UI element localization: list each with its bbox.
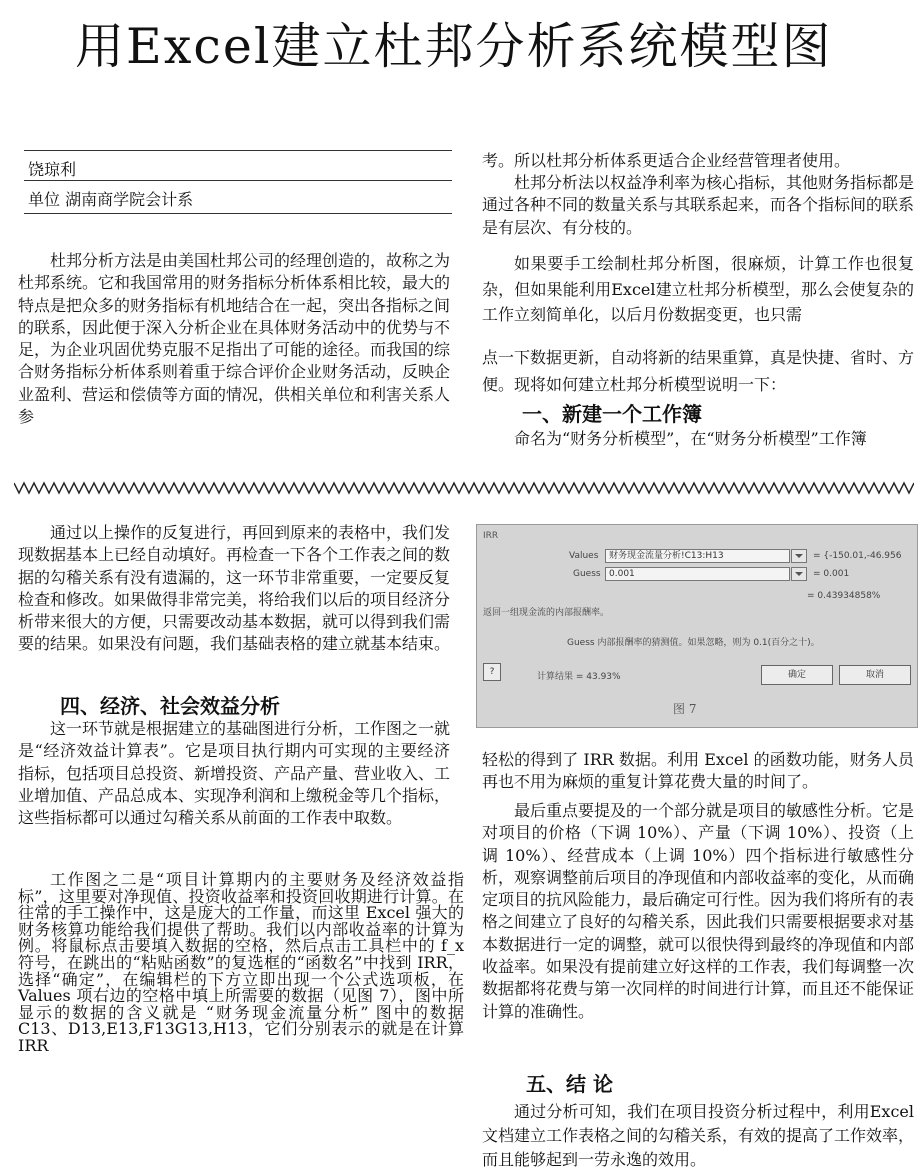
formula-result: = 0.43934858% <box>807 591 881 601</box>
bottom-left-para-2: 这一环节就是根据建立的基础图进行分析，工作图之一就是“经济效益计算表”。它是项目执行期内可实现的主要经济指标，包括项目总投资、新增投资、产品产量、营业收入、工业增加值、产品总成本、实现净利润和上缴税金等几个指标，这些指标都可以通过勾稽关系从前面的工作表中取数。 <box>18 719 451 828</box>
zigzag-divider <box>14 481 914 495</box>
right-para-1: 杜邦分析法以权益净利率为核心指标，其他财务指标都是通过各种不同的数量关系与其联系起来，而各个指标间的联系是有层次、有分枝的。 <box>482 173 915 237</box>
right-para-2: 如果要手工绘制杜邦分析图，很麻烦，计算工作也很复杂，但如果能利用Excel建立杜邦分析模型，那么会使复杂的工作立刻简单化，以后月份数据变更，也只需 <box>482 254 914 324</box>
author-name: 饶琼利 <box>28 160 77 179</box>
guess-range-picker-icon[interactable] <box>791 567 807 581</box>
figure-caption: 图 7 <box>673 702 697 716</box>
ok-button[interactable]: 确定 <box>761 665 833 685</box>
article-title: 用Excel建立杜邦分析系统模型图 <box>75 18 833 75</box>
values-range-picker-icon[interactable] <box>791 549 807 563</box>
guess-result: = 0.001 <box>813 569 850 579</box>
figure-7-irr-dialog <box>476 524 918 728</box>
author-rule-top <box>24 150 452 151</box>
cancel-button[interactable]: 取消 <box>839 665 911 685</box>
right-para-4: 命名为“财务分析模型”，在“财务分析模型”工作簿 <box>514 429 867 448</box>
bottom-right-para-1: 轻松的得到了 IRR 数据。利用 Excel 的函数功能，财务人员再也不用为麻烦的重复计算花费大量的时间了。 <box>482 750 914 792</box>
author-rule-middle <box>24 180 452 181</box>
bottom-left-para-1: 通过以上操作的反复进行，再回到原来的表格中，我们发现数据基本上已经自动填好。再检查一下各个工作表之间的数据的勾稽关系有没有遗漏的，这一环节非常重要，一定要反复检查和修改。如果做得非常完美，将给我们以后的项目经济分析带来很大的方便，只需要改动基本数据，就可以得到我们需要的结果。如果没有问题，我们基础表格的建立就基本结束。 <box>18 523 451 654</box>
bottom-left-para-3: 工作图之二是“项目计算期内的主要财务及经济效益指标”，这里要对净现值、投资收益率和投资回收期进行计算。在往常的手工操作中，这是庞大的工作量，而这里 Excel 强大的财务核算功能给我们提供了帮助。我们以内部收益率的计算为例。将鼠标点击要填入数据的空格，然后点击工具栏中的 f_x 符号，在跳出的“粘贴函数”的复选框的“函数名”中找到 IRR，选择“确定”，在编辑栏的下方立即出现一个公式选项板，在Values 项右边的空格中填上所需要的数据（见图 7），图中所显示的数据的含义就是 “财务现金流量分析” 图中的数据 C13、D13,E13,F13G13,H13，它们分别表示的就是在计算IRR <box>18 870 464 1055</box>
dialog-function-name: IRR <box>483 531 499 541</box>
values-label: Values <box>569 551 599 561</box>
calculation-result: 计算结果 = 43.93% <box>537 672 621 682</box>
section-heading-5: 五、结 论 <box>526 1072 613 1096</box>
section-heading-4: 四、经济、社会效益分析 <box>60 694 280 718</box>
values-input[interactable]: 财务现金流量分析!C13:H13 <box>605 549 790 563</box>
author-rule-bottom <box>24 213 452 214</box>
right-para-3: 点一下数据更新，自动将新的结果重算，真是快捷、省时、方便。现将如何建立杜邦分析模型说明一下： <box>482 348 915 394</box>
bottom-right-para-2: 最后重点要提及的一个部分就是项目的敏感性分析。它是对项目的价格（下调 10%）、产量（下调 10%）、投资（上调 10%）、经营成本（上调 10%）四个指标进行敏感性分析，观察调整前后项目的净现值和内部收益率的变化，从而确定项目的抗风险能力，最后确定可行性。因为我们将所有的表格之间建立了良好的勾稽关系，因此我们只需要根据要求对基本数据进行一定的调整，就可以很快得到最终的净现值和内部收益率。如果没有提前建立好这样的工作表，我们每调整一次数据都将花费与第一次同样的时间进行计算，而且还不能保证计算的准确性。 <box>482 801 915 1021</box>
intro-paragraph: 杜邦分析方法是由美国杜邦公司的经理创造的，故称之为杜邦系统。它和我国常用的财务指标分析体系相比较，最大的特点是把众多的财务指标有机地结合在一起，突出各指标之间的联系，因此便于深入分析企业在具体财务活动中的优势与不足，为企业巩固优势克服不足指出了可能的途径。而我国的综合财务指标分析体系则着重于综合评价企业财务活动，反映企业盈利、营运和偿债等方面的情况，供相关单位和利害关系人参 <box>18 251 451 427</box>
guess-help-text: Guess 内部报酬率的猜测值。如果忽略，则为 0.1(百分之十)。 <box>567 638 820 648</box>
bottom-right-para-3: 通过分析可知，我们在项目投资分析过程中，利用Excel 文档建立工作表格之间的勾稽关系，有效的提高了工作效率，而且能够起到一劳永逸的效用。 <box>482 1102 915 1169</box>
right-para-0: 考。所以杜邦分析体系更适合企业经营管理者使用。 <box>482 151 851 170</box>
guess-input[interactable]: 0.001 <box>605 567 790 581</box>
section-heading-1: 一、新建一个工作簿 <box>522 402 702 426</box>
values-result: = {-150.01,-46.956 <box>813 551 902 561</box>
help-icon[interactable]: ? <box>483 663 501 681</box>
author-affiliation: 单位 湖南商学院会计系 <box>28 190 194 209</box>
guess-label: Guess <box>573 569 601 579</box>
function-description: 返回一组现金流的内部报酬率。 <box>483 608 610 618</box>
